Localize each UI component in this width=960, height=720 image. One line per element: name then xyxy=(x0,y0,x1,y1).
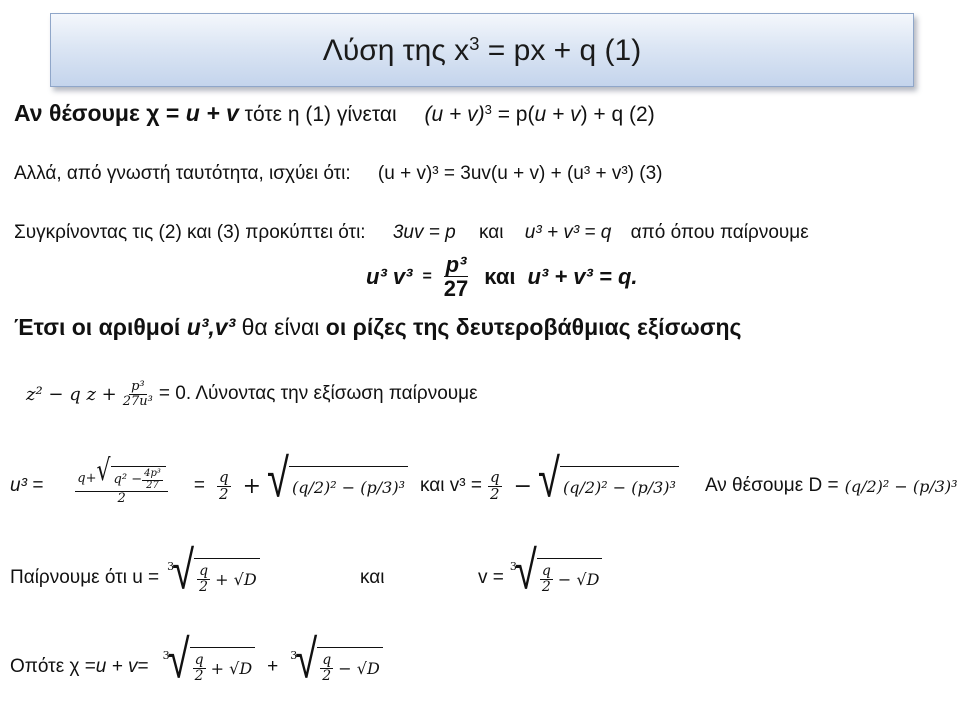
substitution-var: u + v xyxy=(185,100,239,126)
comparison-eq2: u³ + v³ = q xyxy=(524,222,612,243)
product-eq-sign: = xyxy=(422,267,432,285)
line-product-sum xyxy=(366,253,638,300)
comparison-text: Συγκρίνοντας τις (2) και (3) προκύπτει ότι: xyxy=(14,222,366,243)
d-definition-label: Αν θέσουμε D = xyxy=(704,475,839,496)
line-quadratic xyxy=(26,380,478,408)
quadratic-lhs: z² − q z + xyxy=(26,383,117,405)
v-expression: v = 3 √ $\frac{q}{2}$ − √D xyxy=(478,558,602,598)
sqrt-discriminant-a: √ (q/2)² − (p/3)³ xyxy=(267,466,408,506)
v3-minus: − xyxy=(513,473,532,499)
final-plus: + xyxy=(267,656,279,677)
comparison-conj: και xyxy=(479,222,504,243)
product-conj: και xyxy=(484,263,516,289)
roots-intro-vars: u³,v³ xyxy=(186,314,236,340)
product-fraction: $\frac{\text{p³}}{27}$ xyxy=(443,252,469,302)
line-substitution xyxy=(14,100,655,127)
roots-intro-c: θα είναι xyxy=(235,314,326,340)
title-banner xyxy=(50,13,914,87)
cbrt-final-a: 3 √ $\frac{q}{2}$ + √D xyxy=(163,647,256,687)
equation-3: (u + v)³ = 3uv(u + v) + (u³ + v³) (3) xyxy=(377,163,663,184)
cbrt-u: 3 √ $\frac{q}{2}$ + √D xyxy=(167,558,260,598)
slide-title xyxy=(51,34,913,68)
line-quadratic-intro xyxy=(14,314,741,341)
comparison-eq1: 3uv = p xyxy=(392,222,456,243)
v3-label: και v³ = xyxy=(419,475,482,496)
final-label: Οπότε χ = xyxy=(10,656,96,677)
cbrt-final-b: 3 √ $\frac{q}{2}$ − √D xyxy=(290,647,383,687)
line-u-v xyxy=(10,541,630,608)
substitution-lead: Αν θέσουμε χ = xyxy=(14,100,186,126)
sqrt-discriminant-b: √ (q/2)² − (p/3)³ xyxy=(538,466,679,506)
u3-eq: = xyxy=(193,475,205,496)
quadratic-fraction: $\frac{\text{p³}}{\text{27u³}}$ xyxy=(122,379,153,409)
quadratic-tail: = 0. Λύνοντας την εξίσωση παίρνουμε xyxy=(158,383,478,405)
identity-text: Αλλά, από γνωστή ταυτότητα, ισχύει ότι: xyxy=(14,163,351,184)
line-comparison xyxy=(14,222,809,244)
u3-plus: + xyxy=(242,473,262,499)
equation-2: $(u + v)^3 = p(u + v) + q$ (2) xyxy=(424,101,655,126)
title-suffix: = px + q (1) xyxy=(479,34,642,67)
d-definition-expr: (q/2)² − (p/3)³ xyxy=(844,476,958,496)
q-half-b: $\frac{q}{2}$ xyxy=(489,467,500,503)
roots-intro-d: οι ρίζες της δευτεροβάθμιας εξίσωσης xyxy=(325,314,742,340)
roots-intro-a: Έτσι οι αριθμοί xyxy=(14,314,187,340)
title-prefix: Λύση της x xyxy=(322,34,470,67)
line-final-root xyxy=(10,630,383,698)
u-label: Παίρνουμε ότι u = xyxy=(10,567,160,588)
final-eq: = xyxy=(137,656,149,677)
q-half-a: $\frac{q}{2}$ xyxy=(218,467,229,503)
title-exponent: 3 xyxy=(469,32,480,54)
comparison-tail: από όπου παίρνουμε xyxy=(630,222,809,243)
product-lhs: u³ v³ xyxy=(366,263,413,289)
u3-big-fraction: q+ √ q² − $\frac{\text{4p³}}{27}$ 2 xyxy=(75,466,168,506)
u3-label: u³ = xyxy=(10,475,44,496)
final-sum: u + v xyxy=(95,656,138,677)
line-u3-v3 xyxy=(10,450,958,522)
line-identity xyxy=(14,163,662,185)
sum-rhs: u³ + v³ = q. xyxy=(527,263,638,289)
substitution-mid: τότε η (1) γίνεται xyxy=(238,103,397,126)
u-v-conj: και xyxy=(360,567,385,588)
